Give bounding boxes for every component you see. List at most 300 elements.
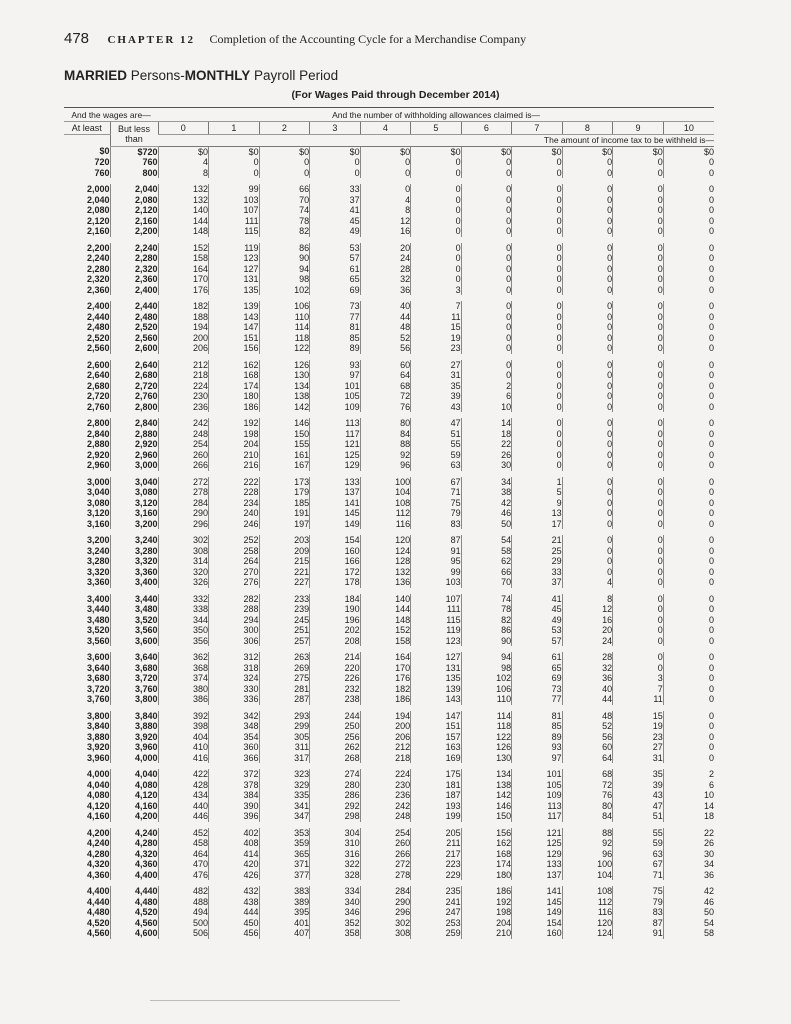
tax-amount: 164 <box>158 264 209 275</box>
tax-amount: 75 <box>613 886 664 897</box>
tax-amount: 506 <box>158 928 209 939</box>
tax-amount: 378 <box>209 780 260 791</box>
tax-amount: 0 <box>613 567 664 578</box>
tax-amount: 362 <box>158 652 209 663</box>
allowance-col-1: 1 <box>209 122 260 135</box>
tax-amount: 287 <box>259 694 310 705</box>
tax-amount: 198 <box>461 907 512 918</box>
tax-amount: 20 <box>562 625 613 636</box>
wage-but-less-than: 4,240 <box>110 828 158 839</box>
tax-amount: 84 <box>360 429 411 440</box>
tax-amount: 50 <box>461 519 512 530</box>
tax-amount: 392 <box>158 711 209 722</box>
tax-amount: 0 <box>411 274 462 285</box>
tax-amount: 0 <box>613 322 664 333</box>
tax-amount: 0 <box>663 460 714 471</box>
tax-amount: 156 <box>461 828 512 839</box>
tax-amount: 96 <box>360 460 411 471</box>
tax-amount: 32 <box>562 663 613 674</box>
tax-amount: 0 <box>512 360 563 371</box>
tax-amount: 163 <box>411 742 462 753</box>
tax-amount: 16 <box>562 615 613 626</box>
table-row <box>64 907 714 918</box>
tax-amount: 0 <box>663 157 714 168</box>
tax-amount: 121 <box>512 828 563 839</box>
wage-but-less-than: 3,680 <box>110 663 158 674</box>
tax-amount: 371 <box>259 859 310 870</box>
tax-amount: 310 <box>310 838 361 849</box>
tax-amount: 215 <box>259 556 310 567</box>
tax-amount: 30 <box>461 460 512 471</box>
tax-amount: 0 <box>562 157 613 168</box>
tax-amount: 26 <box>663 838 714 849</box>
table-row <box>64 790 714 801</box>
wage-but-less-than: 3,440 <box>110 594 158 605</box>
tax-amount: 104 <box>562 870 613 881</box>
tax-amount: 0 <box>663 333 714 344</box>
wage-at-least: 3,080 <box>86 497 110 508</box>
tax-amount: 133 <box>310 477 361 488</box>
wage-but-less-than: 3,360 <box>110 567 158 578</box>
tax-amount: 0 <box>411 253 462 264</box>
tax-amount: 0 <box>562 322 613 333</box>
tax-amount: 76 <box>562 790 613 801</box>
table-row <box>64 333 714 344</box>
wage-at-least: 2,760 <box>86 401 110 412</box>
tax-amount: 254 <box>360 828 411 839</box>
tax-amount: 66 <box>259 184 310 195</box>
tax-amount: 254 <box>158 439 209 450</box>
tax-amount: 85 <box>512 721 563 732</box>
tax-amount: 217 <box>411 849 462 860</box>
tax-amount: 107 <box>411 594 462 605</box>
tax-amount: 0 <box>663 450 714 461</box>
wage-but-less-than: 800 <box>110 168 158 179</box>
tax-amount: 0 <box>411 184 462 195</box>
table-row <box>64 859 714 870</box>
tax-amount: 234 <box>209 498 260 509</box>
tax-amount: 272 <box>158 477 209 488</box>
tax-amount: 212 <box>360 742 411 753</box>
tax-amount: 0 <box>562 264 613 275</box>
tax-amount: 0 <box>663 732 714 743</box>
wage-but-less-than: 3,280 <box>110 546 158 557</box>
tax-amount: 211 <box>411 838 462 849</box>
tax-amount: 90 <box>259 253 310 264</box>
tax-amount: 49 <box>512 615 563 626</box>
table-row <box>64 828 714 839</box>
table-row <box>64 360 714 371</box>
tax-amount: 29 <box>512 556 563 567</box>
tax-amount: 162 <box>209 360 260 371</box>
tax-amount: 71 <box>411 487 462 498</box>
tax-amount: 0 <box>562 205 613 216</box>
wage-at-least: 2,400 <box>86 301 110 311</box>
tax-amount: 166 <box>310 556 361 567</box>
tax-amount: 354 <box>209 732 260 743</box>
wage-but-less-than: 4,400 <box>110 870 158 881</box>
tax-amount: 0 <box>613 195 664 206</box>
tax-amount: 57 <box>310 253 361 264</box>
tax-amount: 74 <box>461 594 512 605</box>
wage-but-less-than: 2,520 <box>110 322 158 333</box>
tax-amount: 164 <box>360 652 411 663</box>
tax-amount: 44 <box>562 694 613 705</box>
wage-at-least: 3,920 <box>86 742 110 752</box>
wage-at-least: 2,640 <box>86 370 110 380</box>
tax-amount: 72 <box>562 780 613 791</box>
wage-at-least: 2,480 <box>86 322 110 332</box>
tax-amount: 0 <box>411 168 462 179</box>
tax-amount: 0 <box>512 274 563 285</box>
tax-amount: 278 <box>158 487 209 498</box>
tax-amount: 22 <box>663 828 714 839</box>
tax-amount: $0 <box>158 146 209 157</box>
wage-but-less-than: 2,560 <box>110 333 158 344</box>
tax-amount: 0 <box>663 274 714 285</box>
wage-but-less-than: 2,640 <box>110 360 158 371</box>
tax-amount: 368 <box>158 663 209 674</box>
tax-amount: 0 <box>461 195 512 206</box>
tax-amount: 324 <box>209 673 260 684</box>
tax-amount: 57 <box>512 636 563 647</box>
tax-amount: 422 <box>158 769 209 780</box>
wage-but-less-than: 3,880 <box>110 721 158 732</box>
tax-amount: 248 <box>360 811 411 822</box>
wage-but-less-than: 4,080 <box>110 780 158 791</box>
tax-amount: 0 <box>461 343 512 354</box>
tax-amount: 0 <box>663 604 714 615</box>
tax-amount: 0 <box>663 535 714 546</box>
tax-amount: 0 <box>512 216 563 227</box>
tax-amount: 145 <box>310 508 361 519</box>
tax-amount: 0 <box>613 487 664 498</box>
tax-amount: 132 <box>158 195 209 206</box>
tax-amount: 58 <box>663 928 714 939</box>
tax-amount: 270 <box>209 567 260 578</box>
tax-amount: 128 <box>360 556 411 567</box>
tax-amount: 346 <box>310 907 361 918</box>
tax-amount: 0 <box>663 567 714 578</box>
tax-amount: 152 <box>158 243 209 254</box>
tax-amount: 34 <box>663 859 714 870</box>
tax-amount: 121 <box>310 439 361 450</box>
table-row <box>64 274 714 285</box>
tax-amount: 93 <box>512 742 563 753</box>
tax-amount: 137 <box>512 870 563 881</box>
tax-amount: 36 <box>562 673 613 684</box>
tax-amount: 0 <box>663 615 714 626</box>
tax-amount: 0 <box>613 577 664 588</box>
withholding-table <box>64 107 714 939</box>
tax-amount: 115 <box>411 615 462 626</box>
tax-amount: 209 <box>259 546 310 557</box>
tax-amount: 2 <box>663 769 714 780</box>
tax-amount: 61 <box>310 264 361 275</box>
chapter-title: Completion of the Accounting Cycle for a Merchandise Company <box>209 32 527 46</box>
tax-amount: 389 <box>259 897 310 908</box>
tax-amount: 290 <box>158 508 209 519</box>
table-row <box>64 849 714 860</box>
at-least-header: At least <box>64 122 110 135</box>
wage-but-less-than: 4,160 <box>110 801 158 812</box>
tax-amount: $0 <box>310 146 361 157</box>
tax-amount: 0 <box>562 487 613 498</box>
tax-amount: 11 <box>613 694 664 705</box>
wage-but-less-than: 3,400 <box>110 577 158 588</box>
tax-amount: 0 <box>663 546 714 557</box>
tax-amount: 112 <box>562 897 613 908</box>
tax-amount: 0 <box>461 312 512 323</box>
tax-amount: 98 <box>259 274 310 285</box>
table-row <box>64 343 714 354</box>
tax-amount: 179 <box>259 487 310 498</box>
tax-amount: 120 <box>562 918 613 929</box>
table-row <box>64 732 714 743</box>
tax-amount: 14 <box>461 418 512 429</box>
tax-amount: 140 <box>360 594 411 605</box>
tax-amount: 284 <box>158 498 209 509</box>
tax-amount: 23 <box>613 732 664 743</box>
tax-amount: 308 <box>360 928 411 939</box>
tax-amount: 0 <box>562 226 613 237</box>
table-row <box>64 146 714 157</box>
tax-amount: 142 <box>259 402 310 413</box>
wage-at-least: 2,880 <box>86 439 110 449</box>
tax-amount: 365 <box>259 849 310 860</box>
tax-amount: 25 <box>512 546 563 557</box>
tax-amount: 44 <box>360 312 411 323</box>
tax-amount: 197 <box>259 519 310 530</box>
tax-amount: 450 <box>209 918 260 929</box>
tax-amount: 140 <box>158 205 209 216</box>
allowances-header: And the number of withholding allowances claimed is— <box>158 108 714 122</box>
tax-amount: 0 <box>461 157 512 168</box>
tax-amount: 0 <box>663 711 714 722</box>
table-row <box>64 264 714 275</box>
tax-amount: 117 <box>512 811 563 822</box>
tax-amount: 80 <box>360 418 411 429</box>
tax-amount: 146 <box>461 801 512 812</box>
tax-amount: 130 <box>461 753 512 764</box>
tax-amount: 192 <box>209 418 260 429</box>
tax-amount: 54 <box>461 535 512 546</box>
tax-amount: 206 <box>360 732 411 743</box>
tax-amount: 0 <box>663 429 714 440</box>
wage-but-less-than: 2,720 <box>110 381 158 392</box>
tax-amount: 281 <box>259 684 310 695</box>
tax-amount: 87 <box>411 535 462 546</box>
tax-amount: 420 <box>209 859 260 870</box>
table-row <box>64 567 714 578</box>
tax-amount: 298 <box>310 811 361 822</box>
tax-amount: 340 <box>310 897 361 908</box>
tax-amount: 444 <box>209 907 260 918</box>
tax-amount: 0 <box>613 519 664 530</box>
tax-amount: 0 <box>613 594 664 605</box>
table-row <box>64 322 714 333</box>
tax-amount: 136 <box>360 577 411 588</box>
wage-at-least: 3,200 <box>86 535 110 545</box>
tax-amount: 395 <box>259 907 310 918</box>
tax-amount: 358 <box>310 928 361 939</box>
tax-amount: 0 <box>663 381 714 392</box>
wage-but-less-than: 2,960 <box>110 450 158 461</box>
tax-amount: 0 <box>663 439 714 450</box>
tax-amount: 328 <box>310 870 361 881</box>
wage-but-less-than: 2,680 <box>110 370 158 381</box>
wage-at-least: 2,240 <box>86 253 110 263</box>
wage-but-less-than: 2,440 <box>110 301 158 312</box>
tax-amount: 344 <box>158 615 209 626</box>
tax-amount: 49 <box>310 226 361 237</box>
tax-amount: 390 <box>209 801 260 812</box>
tax-amount: 46 <box>663 897 714 908</box>
table-row <box>64 195 714 206</box>
tax-amount: 141 <box>512 886 563 897</box>
tax-amount: 0 <box>512 418 563 429</box>
tax-amount: 111 <box>411 604 462 615</box>
tax-amount: 0 <box>360 184 411 195</box>
wage-at-least: 2,040 <box>86 194 110 205</box>
tax-amount: 9 <box>512 498 563 509</box>
tax-amount: 65 <box>512 663 563 674</box>
tax-amount: 464 <box>158 849 209 860</box>
tax-amount: 178 <box>310 577 361 588</box>
tax-amount: 82 <box>259 226 310 237</box>
tax-amount: 0 <box>663 402 714 413</box>
tax-amount: 0 <box>613 546 664 557</box>
tax-amount: 240 <box>209 508 260 519</box>
tax-amount: 0 <box>663 168 714 179</box>
tax-amount: 404 <box>158 732 209 743</box>
tax-amount: 6 <box>461 391 512 402</box>
tax-amount: 456 <box>209 928 260 939</box>
tax-amount: 14 <box>663 801 714 812</box>
table-row <box>64 615 714 626</box>
tax-amount: 18 <box>461 429 512 440</box>
tax-amount: 259 <box>411 928 462 939</box>
wage-at-least: 4,520 <box>86 917 110 928</box>
tax-amount: 117 <box>310 429 361 440</box>
wage-at-least: 3,400 <box>86 593 110 604</box>
tax-amount: 0 <box>461 205 512 216</box>
tax-amount: 39 <box>411 391 462 402</box>
table-row <box>64 205 714 216</box>
tax-amount: 76 <box>360 402 411 413</box>
tax-amount: 4 <box>158 157 209 168</box>
tax-amount: 0 <box>562 312 613 323</box>
tax-amount: 0 <box>461 184 512 195</box>
tax-amount: 0 <box>512 429 563 440</box>
tax-amount: 470 <box>158 859 209 870</box>
tax-amount: 79 <box>613 897 664 908</box>
tax-amount: 91 <box>613 928 664 939</box>
tax-amount: 200 <box>158 333 209 344</box>
tax-amount: 196 <box>310 615 361 626</box>
tax-amount: 322 <box>310 859 361 870</box>
wage-at-least: 4,440 <box>86 896 110 907</box>
tax-amount: 11 <box>411 312 462 323</box>
tax-amount: $0 <box>461 146 512 157</box>
tax-amount: 174 <box>209 381 260 392</box>
tax-amount: 116 <box>360 519 411 530</box>
tax-amount: 396 <box>209 811 260 822</box>
tax-amount: 31 <box>613 753 664 764</box>
tax-amount: 193 <box>411 801 462 812</box>
wage-but-less-than: 4,480 <box>110 897 158 908</box>
wage-at-least: 4,480 <box>86 907 110 917</box>
tax-amount: 64 <box>360 370 411 381</box>
wage-at-least: 3,600 <box>86 652 110 662</box>
tax-amount: 146 <box>259 418 310 429</box>
tax-amount: 329 <box>259 780 310 791</box>
table-row <box>64 402 714 413</box>
tax-amount: 131 <box>411 663 462 674</box>
tax-amount: 118 <box>259 333 310 344</box>
tax-amount: 318 <box>209 663 260 674</box>
tax-amount: 0 <box>512 381 563 392</box>
tax-amount: 60 <box>360 360 411 371</box>
tax-amount: 407 <box>259 928 310 939</box>
tax-amount: 0 <box>663 652 714 663</box>
tax-amount: 0 <box>562 556 613 567</box>
wages-header: And the wages are— <box>64 108 158 122</box>
tax-amount: 158 <box>360 636 411 647</box>
tax-amount: 176 <box>360 673 411 684</box>
wage-but-less-than: 3,160 <box>110 508 158 519</box>
tax-amount: 0 <box>613 418 664 429</box>
tax-amount: 0 <box>411 216 462 227</box>
wage-but-less-than: 3,840 <box>110 711 158 722</box>
tax-amount: 91 <box>411 546 462 557</box>
tax-amount: 40 <box>360 301 411 312</box>
tax-amount: 0 <box>562 195 613 206</box>
tax-amount: 280 <box>310 780 361 791</box>
tax-amount: 0 <box>512 333 563 344</box>
tax-amount: 218 <box>360 753 411 764</box>
tax-amount: 446 <box>158 811 209 822</box>
tax-amount: 0 <box>613 360 664 371</box>
wage-but-less-than: 3,040 <box>110 477 158 488</box>
wage-at-least: 2,160 <box>86 226 110 236</box>
tax-amount: 126 <box>461 742 512 753</box>
tax-amount: 408 <box>209 838 260 849</box>
tax-amount: 135 <box>209 285 260 296</box>
tax-amount: 134 <box>259 381 310 392</box>
tax-amount: 187 <box>411 790 462 801</box>
wage-at-least: 4,360 <box>86 869 110 880</box>
table-row <box>64 157 714 168</box>
tax-amount: 28 <box>562 652 613 663</box>
tax-amount: 6 <box>663 780 714 791</box>
tax-amount: 54 <box>663 918 714 929</box>
tax-amount: 0 <box>613 439 664 450</box>
tax-amount: 40 <box>562 684 613 695</box>
tax-amount: 426 <box>209 870 260 881</box>
tax-amount: 0 <box>562 381 613 392</box>
tax-amount: 28 <box>360 264 411 275</box>
tax-amount: 342 <box>209 711 260 722</box>
tax-amount: 0 <box>613 168 664 179</box>
tax-amount: 0 <box>663 360 714 371</box>
tax-amount: 114 <box>259 322 310 333</box>
wage-at-least: 3,000 <box>86 476 110 487</box>
tax-amount: 0 <box>562 360 613 371</box>
tax-amount: 155 <box>259 439 310 450</box>
tax-amount: 0 <box>562 333 613 344</box>
tax-amount: 0 <box>663 684 714 695</box>
